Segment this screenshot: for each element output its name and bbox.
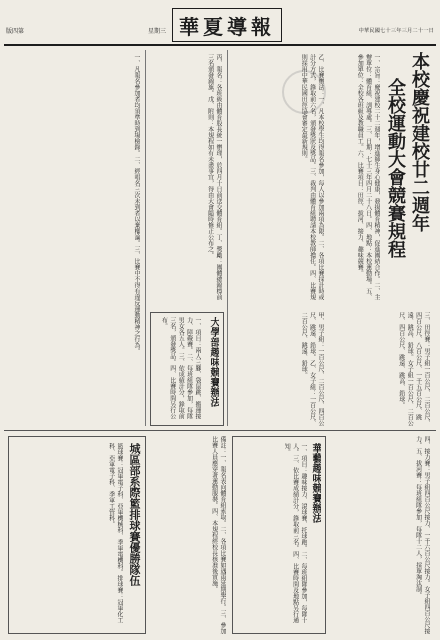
- newspaper-title: 華夏導報: [179, 14, 275, 39]
- fun-race-box-arts: [232, 436, 326, 634]
- masthead-rule: [4, 44, 436, 46]
- basketball-results-title: 城區部系際籃排球賽優勝隊伍: [128, 443, 141, 586]
- main-headline-line1: 本校慶祝建校廿二週年: [409, 52, 430, 232]
- fun-race-arts-body: 一、項目：趣味接力、滾球賽、托球跑。二、每班組隊參加，每隊十人。三、依比賽成績計分，錄取前三名。四、比賽時間及地點另行通知。: [283, 443, 307, 623]
- side-notes-rules: 一、凡報名參加者均須準時到場檢錄。二、經唱名三次未到者以棄權論。三、比賽中不得有違反運動精神之行為。: [133, 54, 140, 354]
- lower-notes: 甲、男子組：一百公尺、二百公尺、四百公尺、跳遠、鉛球。乙、女子組：一百公尺、二百公尺、跳遠、鉛球。: [300, 312, 324, 426]
- publication-date: 中華民國七十三年三月二十一日: [358, 28, 434, 34]
- basketball-results-box: [8, 436, 146, 634]
- fun-race-box-university: [150, 312, 224, 426]
- lower-article-text: 三、田徑賽：男子組一百公尺、二百公尺、四百公尺、八百公尺、一千五百公尺、跳遠、跳高、鉛球。女子組一百公尺、二百公尺、四百公尺、跳遠、跳高、鉛球。: [397, 312, 430, 426]
- main-article-body-middle: 乙、比賽辦法：一、凡本校學生均得報名參加，每人以參加兩項為限。二、各項比賽採計時或計分方式，錄取前六名，頒發獎狀及獎品。三、裁判由體育組聘請本校教師擔任。四、比賽規則採用中華民國田徑協會審定最新規則。: [300, 54, 324, 300]
- main-headline-line2: 全校運動大會競賽規程: [385, 78, 406, 258]
- edition-label: 版四第: [6, 28, 25, 35]
- column-divider: [145, 50, 146, 426]
- basketball-results-body: 籃球賽：冠軍電子科、亞軍機械科、季軍電機科。排球賽：冠軍化工科、亞軍電子科、季軍工管科。: [107, 443, 123, 623]
- weekday-label: 星期三: [147, 28, 166, 35]
- section-divider: [4, 430, 436, 431]
- newspaper-title-box: [172, 8, 282, 42]
- fun-race-arts-title: 華藝趣味競賽辦法: [310, 443, 321, 523]
- column-divider: [227, 50, 228, 426]
- fun-race-university-body: 一、項目：兩人三腳、袋鼠跳、搬運接力、障礙賽。二、每班組隊參加，每隊男女各五人。三、依成績計分，錄取前三名，頒發獎品。四、比賽時間另行公布。: [160, 317, 201, 419]
- bottom-rules-col-b: 備註：一、報名表向體育組索取。二、各項比賽如遇雨延期舉行。三、參加比賽人員應穿著運動服裝。四、本規程經校長核准後實施。: [210, 436, 226, 634]
- main-article-body-right: 一、宗旨：慶祝建校二十二週年，增進師生身心健康，發揚體育精神，促進團結合作。二、主辦單位：體育組、訓導處。三、日期：七十三年四月二十八日。四、地點：本校運動場。五、參加單位：全校各班級及教職員工。六、比賽項目：田徑、拔河、接力、趣味競賽。: [356, 54, 380, 300]
- bottom-rules-col-a: 四、接力賽：男子組四百公尺接力、一千六百公尺接力。女子組四百公尺接力。五、拔河賽：每班組隊參加，每隊十二人，採單淘汰制。: [414, 436, 430, 634]
- fun-race-university-title: 大學部趣味競賽辦法: [208, 317, 219, 407]
- main-article-body-left: 丙、報名：各班級由體育股長統一辦理，於四月十日前送交體育組。丁、獎勵：團體總錦標前三名頒發錦旗。戊、附則：本規程如有未盡事宜，得由大會隨時修正公布之。: [206, 54, 222, 300]
- masthead: [4, 6, 436, 44]
- masthead-left-info: [6, 26, 166, 35]
